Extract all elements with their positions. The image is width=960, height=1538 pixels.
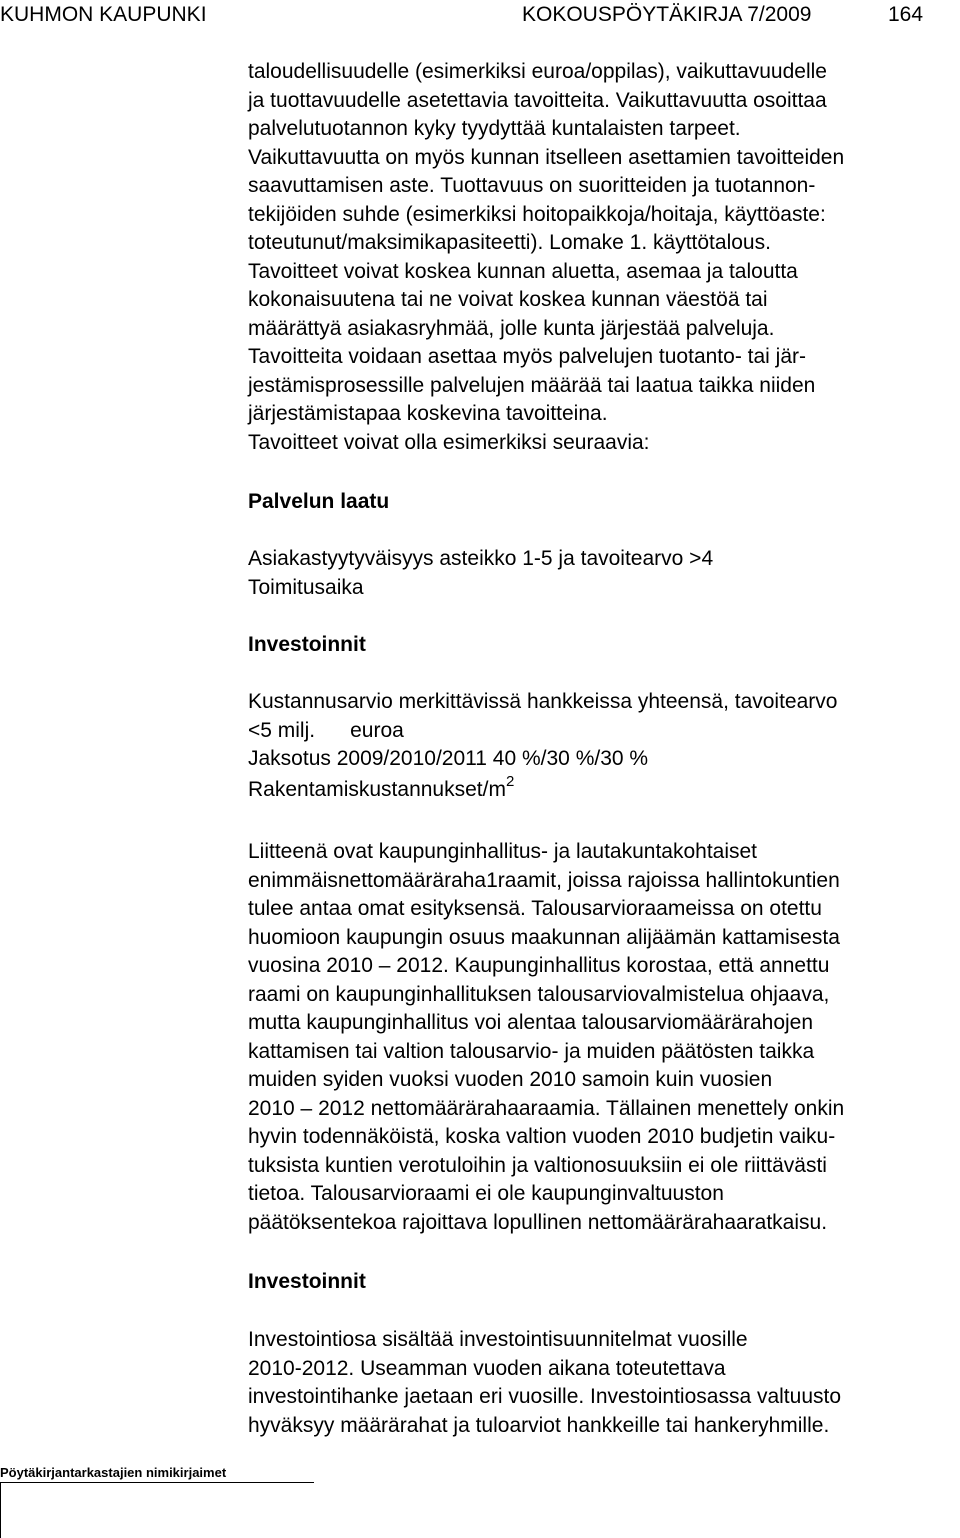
text-line: enimmäisnettomääräraha1raamit, joissa rajoissa hallintokuntien <box>248 868 840 892</box>
text-line: tuksista kuntien verotuloihin ja valtionosuuksiin ei ole riittävästi <box>248 1153 827 1177</box>
text-line: hyvin todennäköistä, koska valtion vuoden 2010 budjetin vaiku- <box>248 1125 836 1148</box>
text-line: Tavoitteita voidaan asettaa myös palvelujen tuotanto- tai jär- <box>248 345 806 368</box>
text-line: investointihanke jaetaan eri vuosille. Investointiosassa valtuusto <box>248 1385 842 1408</box>
text-line: tietoa. Talousarvioraami ei ole kaupunginvaltuuston <box>248 1182 724 1205</box>
text-line: mutta kaupunginhallitus voi alentaa talousarviomäärärahojen <box>248 1011 814 1034</box>
text-line: muiden syiden vuoksi vuoden 2010 samoin kuin vuosien <box>248 1068 773 1091</box>
appendix-paragraph <box>248 838 960 1237</box>
text-line: raami on kaupunginhallituksen talousarviovalmistelua ohjaava, <box>248 982 830 1006</box>
text-line: Kustannusarvio merkittävissä hankkeissa yhteensä, tavoitearvo <box>248 690 838 713</box>
construction-cost-line <box>248 772 960 805</box>
text-line: <5 milj. euroa <box>248 718 404 742</box>
text-line: Tavoitteet voivat olla esimerkiksi seuraavia: <box>248 430 650 454</box>
text-line: saavuttamisen aste. Tuottavuus on suoritteiden ja tuotannon- <box>248 174 816 197</box>
text-line: hyväksyy määrärahat ja tuloarviot hankkeille tai hankeryhmille. <box>248 1413 830 1437</box>
footer-divider <box>0 1482 314 1483</box>
text-line: vuosina 2010 – 2012. Kaupunginhallitus korostaa, että annettu <box>248 954 830 977</box>
service-quality-list <box>248 545 960 602</box>
text-line: huomioon kaupungin osuus maakunnan alijäämän kattamisesta <box>248 925 840 949</box>
document-title: KOKOUSPÖYTÄKIRJA 7/2009 <box>522 3 812 26</box>
initials-box <box>0 1482 1 1538</box>
text-line: Jaksotus 2009/2010/2011 40 %/30 %/30 % <box>248 747 649 770</box>
text-line: jestämisprosessille palvelujen määrää tai laatua taikka niiden <box>248 373 816 397</box>
investments-paragraph <box>248 1326 960 1440</box>
text-line: järjestämistapaa koskevina tavoitteina. <box>248 402 608 425</box>
text-line: tulee antaa omat esityksensä. Talousarvioraameissa on otettu <box>248 897 822 920</box>
intro-paragraph <box>248 58 960 457</box>
heading-service-quality: Palvelun laatu <box>248 490 390 513</box>
text-line: taloudellisuudelle (esimerkiksi euroa/oppilas), vaikuttavuudelle <box>248 60 827 83</box>
text-line: päätöksentekoa rajoittava lopullinen nettomäärärahaaratkaisu. <box>248 1210 828 1234</box>
text-line: Tavoitteet voivat koskea kunnan aluetta, asemaa ja taloutta <box>248 259 798 283</box>
heading-investments-2: Investoinnit <box>248 1270 366 1293</box>
investments-list <box>248 688 960 804</box>
organization-name: KUHMON KAUPUNKI <box>0 3 207 26</box>
text-line: määrättyä asiakasryhmää, jolle kunta järjestää palveluja. <box>248 316 775 340</box>
text-line: toteutunut/maksimikapasiteetti). Lomake 1. käyttötalous. <box>248 231 771 254</box>
page-number: 164 <box>888 3 924 26</box>
construction-cost-text: Rakentamiskustannukset/m <box>248 777 506 801</box>
text-line: palvelutuotannon kyky tyydyttää kuntalaisten tarpeet. <box>248 117 741 140</box>
text-line: Toimitusaika <box>248 575 364 599</box>
text-line: kokonaisuutena tai ne voivat koskea kunnan väestöä tai <box>248 288 768 311</box>
text-line: Asiakastyytyväisyys asteikko 1-5 ja tavoitearvo >4 <box>248 547 714 570</box>
heading-investments: Investoinnit <box>248 633 366 656</box>
text-line: kattamisen tai valtion talousarvio- ja muiden päätösten taikka <box>248 1039 815 1063</box>
superscript: 2 <box>505 772 515 790</box>
text-line: Liitteenä ovat kaupunginhallitus- ja lautakuntakohtaiset <box>248 840 758 863</box>
page-header <box>0 2 960 30</box>
text-line: Investointiosa sisältää investointisuunnitelmat vuosille <box>248 1328 748 1351</box>
text-line: Vaikuttavuutta on myös kunnan itselleen asettamien tavoitteiden <box>248 145 845 169</box>
initials-label: Pöytäkirjantarkastajien nimikirjaimet <box>0 1465 227 1480</box>
text-line: 2010 – 2012 nettomäärärahaaraamia. Tällainen menettely onkin <box>248 1096 845 1120</box>
text-line: ja tuottavuudelle asetettavia tavoitteita. Vaikuttavuutta osoittaa <box>248 88 827 112</box>
text-line: tekijöiden suhde (esimerkiksi hoitopaikkoja/hoitaja, käyttöaste: <box>248 202 826 226</box>
text-line: 2010-2012. Useamman vuoden aikana toteutettava <box>248 1356 726 1380</box>
